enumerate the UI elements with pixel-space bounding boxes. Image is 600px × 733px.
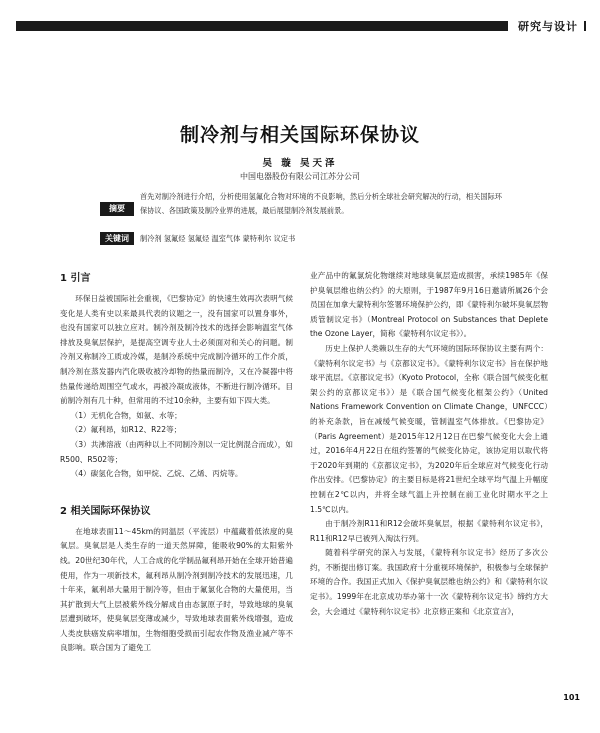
- list-item: （3）共沸溶液（由两种以上不同制冷剂以一定比例混合而成），如R500、R502等；: [60, 439, 293, 464]
- paragraph: 由于制冷剂R11和R12会破坏臭氧层，根据《蒙特利尔议定书》，R11和R12早已被列入淘汰行列。: [310, 519, 548, 543]
- list-item: （4）碳氢化合物，如甲烷、乙烷、乙烯、丙烷等。: [70, 469, 243, 479]
- paragraph: 随着科学研究的深入与发展，《蒙特利尔议定书》经历了多次公约，不断提出修订案。我国政府十分重视环境保护，积极参与全球保护环境的合作。我国正式加入《保护臭氧层维也纳公约》和《蒙特利尔议定书》。1999年在北京成功举办第十一次《蒙特利尔议定书》缔约方大会，大会通过《蒙特利尔议定书》北京修正案和《北京宣言》，: [310, 548, 548, 616]
- keywords-label: 关键词: [100, 232, 134, 245]
- paragraph: 环保日益被国际社会重视，《巴黎协定》的快速生效再次表明气候变化是人类有史以来最具代表的议题之一，没有国家可以置身事外，也没有国家可以独立应对。制冷剂及制冷技术的选择会影响温室气体排放及臭氧层保护，是提高空调专业人士必须面对和关心的问题。制冷剂又称制冷工质或冷媒，是制冷系统中完成制冷循环的工作介质，制冷剂在蒸发器内汽化吸收被冷却物的热量而制冷，又在冷凝器中将热量传递给周围空气或水，再被冷凝成液体，不断进行制冷循环。目前制冷剂有几十种，但常用的不过10余种，主要有如下四大类。: [60, 294, 293, 406]
- article-affiliation: 中国电器股份有限公司江苏分公司: [240, 172, 360, 181]
- abstract-text: 首先对制冷剂进行介绍，分析使用氢氟化合物对环境的不良影响，然后分析全球社会研究解决的行动，相关国际环保协议、各国政策及制冷业界的进展，最后展望制冷剂发展前景。: [140, 192, 502, 215]
- left-column: [60, 271, 293, 656]
- paragraph: 在地球表面11～45km的同温层（平流层）中蕴藏着低浓度的臭氧层。臭氧层是人类生存的一道天然屏障，能吸收90%的太阳紫外线。20世纪30年代，人工合成的化学制品氟利昂开始在全球开始普遍使用，作为一项新技术，氟利昂从制冷剂到制冷技术的发展迅速，几十年来，氟利昂大量用于制冷等，但由于氟氯化合物的大量使用，当其扩散到大气上层被紫外线分解成自由态氯原子时，导致地球的臭氧层遭到破坏，使臭氧层变薄或减少，导致地球表面紫外线增强，造成人类皮肤癌发病率增加，生物细胞受损而引起农作物及渔业减产等不良影响。联合国为了避免工: [60, 526, 293, 653]
- keywords-text: 制冷剂 氢氟烃 氢氟烃 温室气体 蒙特利尔 议定书: [140, 234, 296, 243]
- paragraph: 业产品中的氟氯烷化物继续对地球臭氧层造成损害，承续1985年《保护臭氧层维也纳公约》的大原则，于1987年9月16日邀请所属26个会员国在加拿大蒙特利尔签署环境保护公约，即《蒙特利尔破坏臭氧层物质管制议定书》（Montreal Protocol on Substances that Deplete the Ozone Layer，简称《蒙特利尔议定书》）。: [310, 271, 548, 339]
- section-heading-intro: 1 引言: [60, 273, 91, 284]
- section-tag: 研究与设计: [508, 20, 584, 34]
- list-item: （1）无机化合物，如氨、水等；: [70, 410, 182, 420]
- header-rule: [16, 21, 586, 31]
- article-title: 制冷剂与相关国际环保协议: [179, 124, 420, 146]
- paragraph: 历史上保护人类赖以生存的大气环境的国际环保协议主要有两个：《蒙特利尔议定书》与《京都议定书》。《蒙特利尔议定书》旨在保护地球平流层。《京都议定书》（Kyoto Protocol，全称《联合国气候变化框架公约的京都议定书》）是《联合国气候变化框架公约》（United Nations Framework Convention on Climate Change，UNFCCC）的补充条款，旨在减缓气候变暖，管制温室气体排放。《巴黎协定》（Paris Agreement）是2015年12月12日在巴黎气候变化大会上通过，2016年4月22日在纽约签署的气候变化协定，该协定用以取代将于2020年到期的《京都议定书》，为2020年后全球应对气候变化行动作出安排。《巴黎协定》的主要目标是将21世纪全球平均气温上升幅度控制在2℃以内，并将全球气温上升控制在前工业化时期水平之上1.5℃以内。: [310, 343, 548, 514]
- list-item: （2）氟利昂，如R12、R22等；: [70, 425, 182, 435]
- article-authors: 吴 璇 吴天泽: [262, 158, 338, 169]
- right-column: [310, 269, 548, 619]
- section-heading-agreements: 2 相关国际环保协议: [60, 505, 151, 517]
- page-number: 101: [563, 693, 580, 702]
- abstract-label: 摘要: [100, 202, 134, 216]
